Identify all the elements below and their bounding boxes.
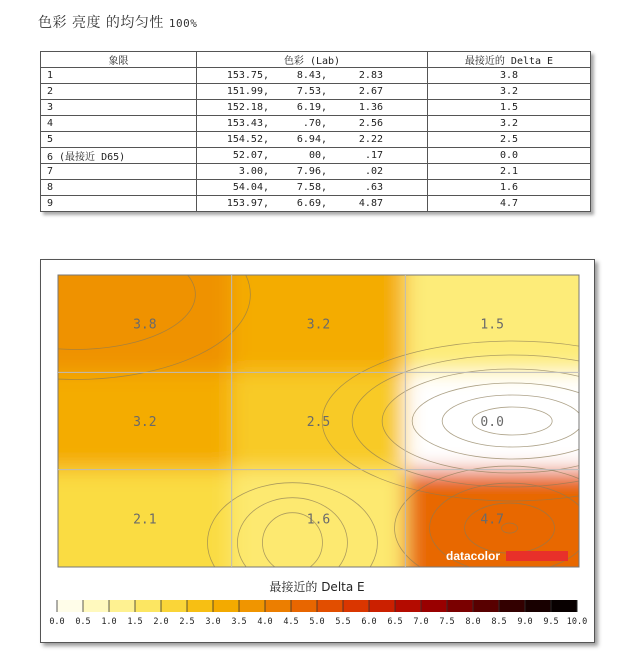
scale-segment: [343, 600, 370, 612]
cell-value-label: 4.7: [480, 512, 504, 528]
scale-tick-label: 8.5: [491, 617, 507, 627]
quadrant-cell: 4: [41, 116, 197, 132]
table-row: [41, 100, 591, 116]
scale-title: 最接近的 Delta E: [269, 580, 365, 594]
header-quadrant: 象限: [41, 52, 197, 68]
table-row: [41, 68, 591, 84]
lab-cell: [197, 132, 428, 148]
delta-e-cell: 1.5: [428, 100, 591, 116]
scale-tick-label: 4.0: [257, 617, 273, 627]
delta-e-cell: 3.8: [428, 68, 591, 84]
lab-b-value: 2.83: [358, 70, 383, 81]
delta-e-cell: 4.7: [428, 196, 591, 212]
lab-cell: [197, 148, 428, 164]
table-header-row: [41, 52, 591, 68]
lab-cell: [197, 180, 428, 196]
scale-tick-label: 3.0: [205, 617, 221, 627]
lab-l-value: 151.99,: [226, 86, 269, 97]
lab-b-value: 4.87: [358, 198, 383, 209]
scale-tick-label: 1.5: [127, 617, 143, 627]
scale-tick-label: 5.0: [309, 617, 325, 627]
lab-a-value: .70,: [302, 118, 327, 129]
lab-b-value: 2.67: [358, 86, 383, 97]
scale-segment: [525, 600, 552, 612]
scale-tick-label: 10.0: [566, 617, 588, 627]
lab-cell: [197, 196, 428, 212]
lab-b-value: .63: [364, 182, 383, 193]
cell-value-label: 3.2: [306, 317, 331, 333]
scale-tick-label: 6.0: [361, 617, 377, 627]
scale-segment: [109, 600, 136, 612]
lab-l-value: 54.04,: [232, 182, 269, 193]
cell-value-label: 3.2: [133, 415, 157, 430]
cell-value-label: 2.1: [133, 512, 157, 528]
cell-value-label: 1.6: [306, 512, 331, 528]
lab-cell: [197, 100, 428, 116]
lab-b-value: 2.22: [358, 134, 383, 145]
lab-l-value: 3.00,: [238, 166, 269, 177]
heatmap-cell: [41, 260, 232, 372]
scale-segment: [473, 600, 500, 612]
lab-a-value: 8.43,: [296, 70, 327, 81]
scale-tick-label: 2.0: [153, 617, 169, 627]
scale-segment: [551, 600, 578, 612]
lab-b-value: 1.36: [358, 102, 383, 113]
lab-b-value: 2.56: [358, 118, 383, 129]
quadrant-cell: 7: [41, 164, 197, 180]
scale-tick-label: 7.5: [439, 617, 455, 627]
title-text: 色彩 亮度 的均匀性: [38, 15, 164, 31]
lab-l-value: 154.52,: [226, 134, 269, 145]
table-row: [41, 84, 591, 100]
datacolor-watermark: datacolor: [446, 549, 501, 563]
lab-cell: [197, 68, 428, 84]
scale-segment: [213, 600, 240, 612]
scale-segment: [265, 600, 292, 612]
lab-l-value: 153.75,: [226, 70, 269, 81]
uniformity-table: [40, 51, 591, 212]
header-lab: 色彩 (Lab): [197, 52, 428, 68]
scale-tick-label: 6.5: [387, 617, 403, 627]
scale-segment: [291, 600, 318, 612]
scale-segment: [395, 600, 422, 612]
scale-segment: [161, 600, 188, 612]
lab-a-value: 7.58,: [296, 182, 327, 193]
scale-tick-label: 2.5: [179, 617, 195, 627]
scale-tick-label: 7.0: [413, 617, 429, 627]
lab-b-value: .02: [364, 166, 383, 177]
lab-a-value: 6.94,: [296, 134, 327, 145]
scale-segment: [369, 600, 396, 612]
delta-e-cell: 2.5: [428, 132, 591, 148]
scale-segment: [499, 600, 526, 612]
cell-value-label: 2.5: [306, 415, 331, 430]
scale-segment: [421, 600, 448, 612]
table-row: [41, 148, 591, 164]
lab-cell: [197, 164, 428, 180]
lab-a-value: 6.69,: [296, 198, 327, 209]
scale-segment: [83, 600, 110, 612]
scale-segment: [239, 600, 266, 612]
lab-l-value: 152.18,: [226, 102, 269, 113]
table-row: [41, 132, 591, 148]
scale-tick-label: 0.5: [75, 617, 91, 627]
heatmap-cell: [232, 470, 406, 597]
quadrant-cell: 1: [41, 68, 197, 84]
scale-tick-label: 1.0: [101, 617, 117, 627]
lab-a-value: 7.53,: [296, 86, 327, 97]
quadrant-cell: 3: [41, 100, 197, 116]
delta-e-heatmap: [41, 260, 594, 642]
lab-cell: [197, 116, 428, 132]
lab-cell: [197, 84, 428, 100]
delta-e-cell: 0.0: [428, 148, 591, 164]
table-row: [41, 180, 591, 196]
delta-e-cell: 2.1: [428, 164, 591, 180]
lab-a-value: 00,: [308, 150, 327, 161]
scale-segment: [317, 600, 344, 612]
scale-tick-label: 8.0: [465, 617, 481, 627]
quadrant-cell: 2: [41, 84, 197, 100]
scale-segment: [57, 600, 84, 612]
quadrant-cell: 9: [41, 196, 197, 212]
watermark-bar: [506, 551, 568, 561]
title-percentage: 100%: [168, 17, 198, 30]
table-row: [41, 116, 591, 132]
heatmap-panel: [40, 259, 595, 643]
quadrant-cell: 8: [41, 180, 197, 196]
scale-tick-label: 3.5: [231, 617, 247, 627]
table-row: [41, 196, 591, 212]
cell-value-label: 0.0: [480, 415, 504, 430]
cell-value-label: 3.8: [133, 317, 157, 333]
delta-e-cell: 3.2: [428, 116, 591, 132]
heatmap-cell: [41, 470, 232, 597]
delta-e-cell: 1.6: [428, 180, 591, 196]
lab-b-value: .17: [364, 150, 383, 161]
quadrant-cell: 6 (最接近 D65): [41, 148, 197, 164]
table-row: [41, 164, 591, 180]
lab-a-value: 7.96,: [296, 166, 327, 177]
lab-a-value: 6.19,: [296, 102, 327, 113]
quadrant-cell: 5: [41, 132, 197, 148]
scale-tick-label: 5.5: [335, 617, 351, 627]
lab-l-value: 153.97,: [226, 198, 269, 209]
scale-tick-label: 4.5: [283, 617, 299, 627]
heatmap-cell: [405, 470, 594, 597]
lab-l-value: 153.43,: [226, 118, 269, 129]
scale-tick-label: 9.0: [517, 617, 533, 627]
scale-segment: [447, 600, 474, 612]
delta-e-cell: 3.2: [428, 84, 591, 100]
scale-segment: [135, 600, 162, 612]
scale-tick-label: 9.5: [543, 617, 559, 627]
lab-l-value: 52.07,: [232, 150, 269, 161]
scale-tick-label: 0.0: [49, 617, 65, 627]
scale-segment: [187, 600, 214, 612]
header-delta-e: 最接近的 Delta E: [428, 52, 591, 68]
page-title: [38, 12, 197, 32]
cell-value-label: 1.5: [480, 317, 504, 333]
heatmap-cell: [232, 260, 406, 372]
